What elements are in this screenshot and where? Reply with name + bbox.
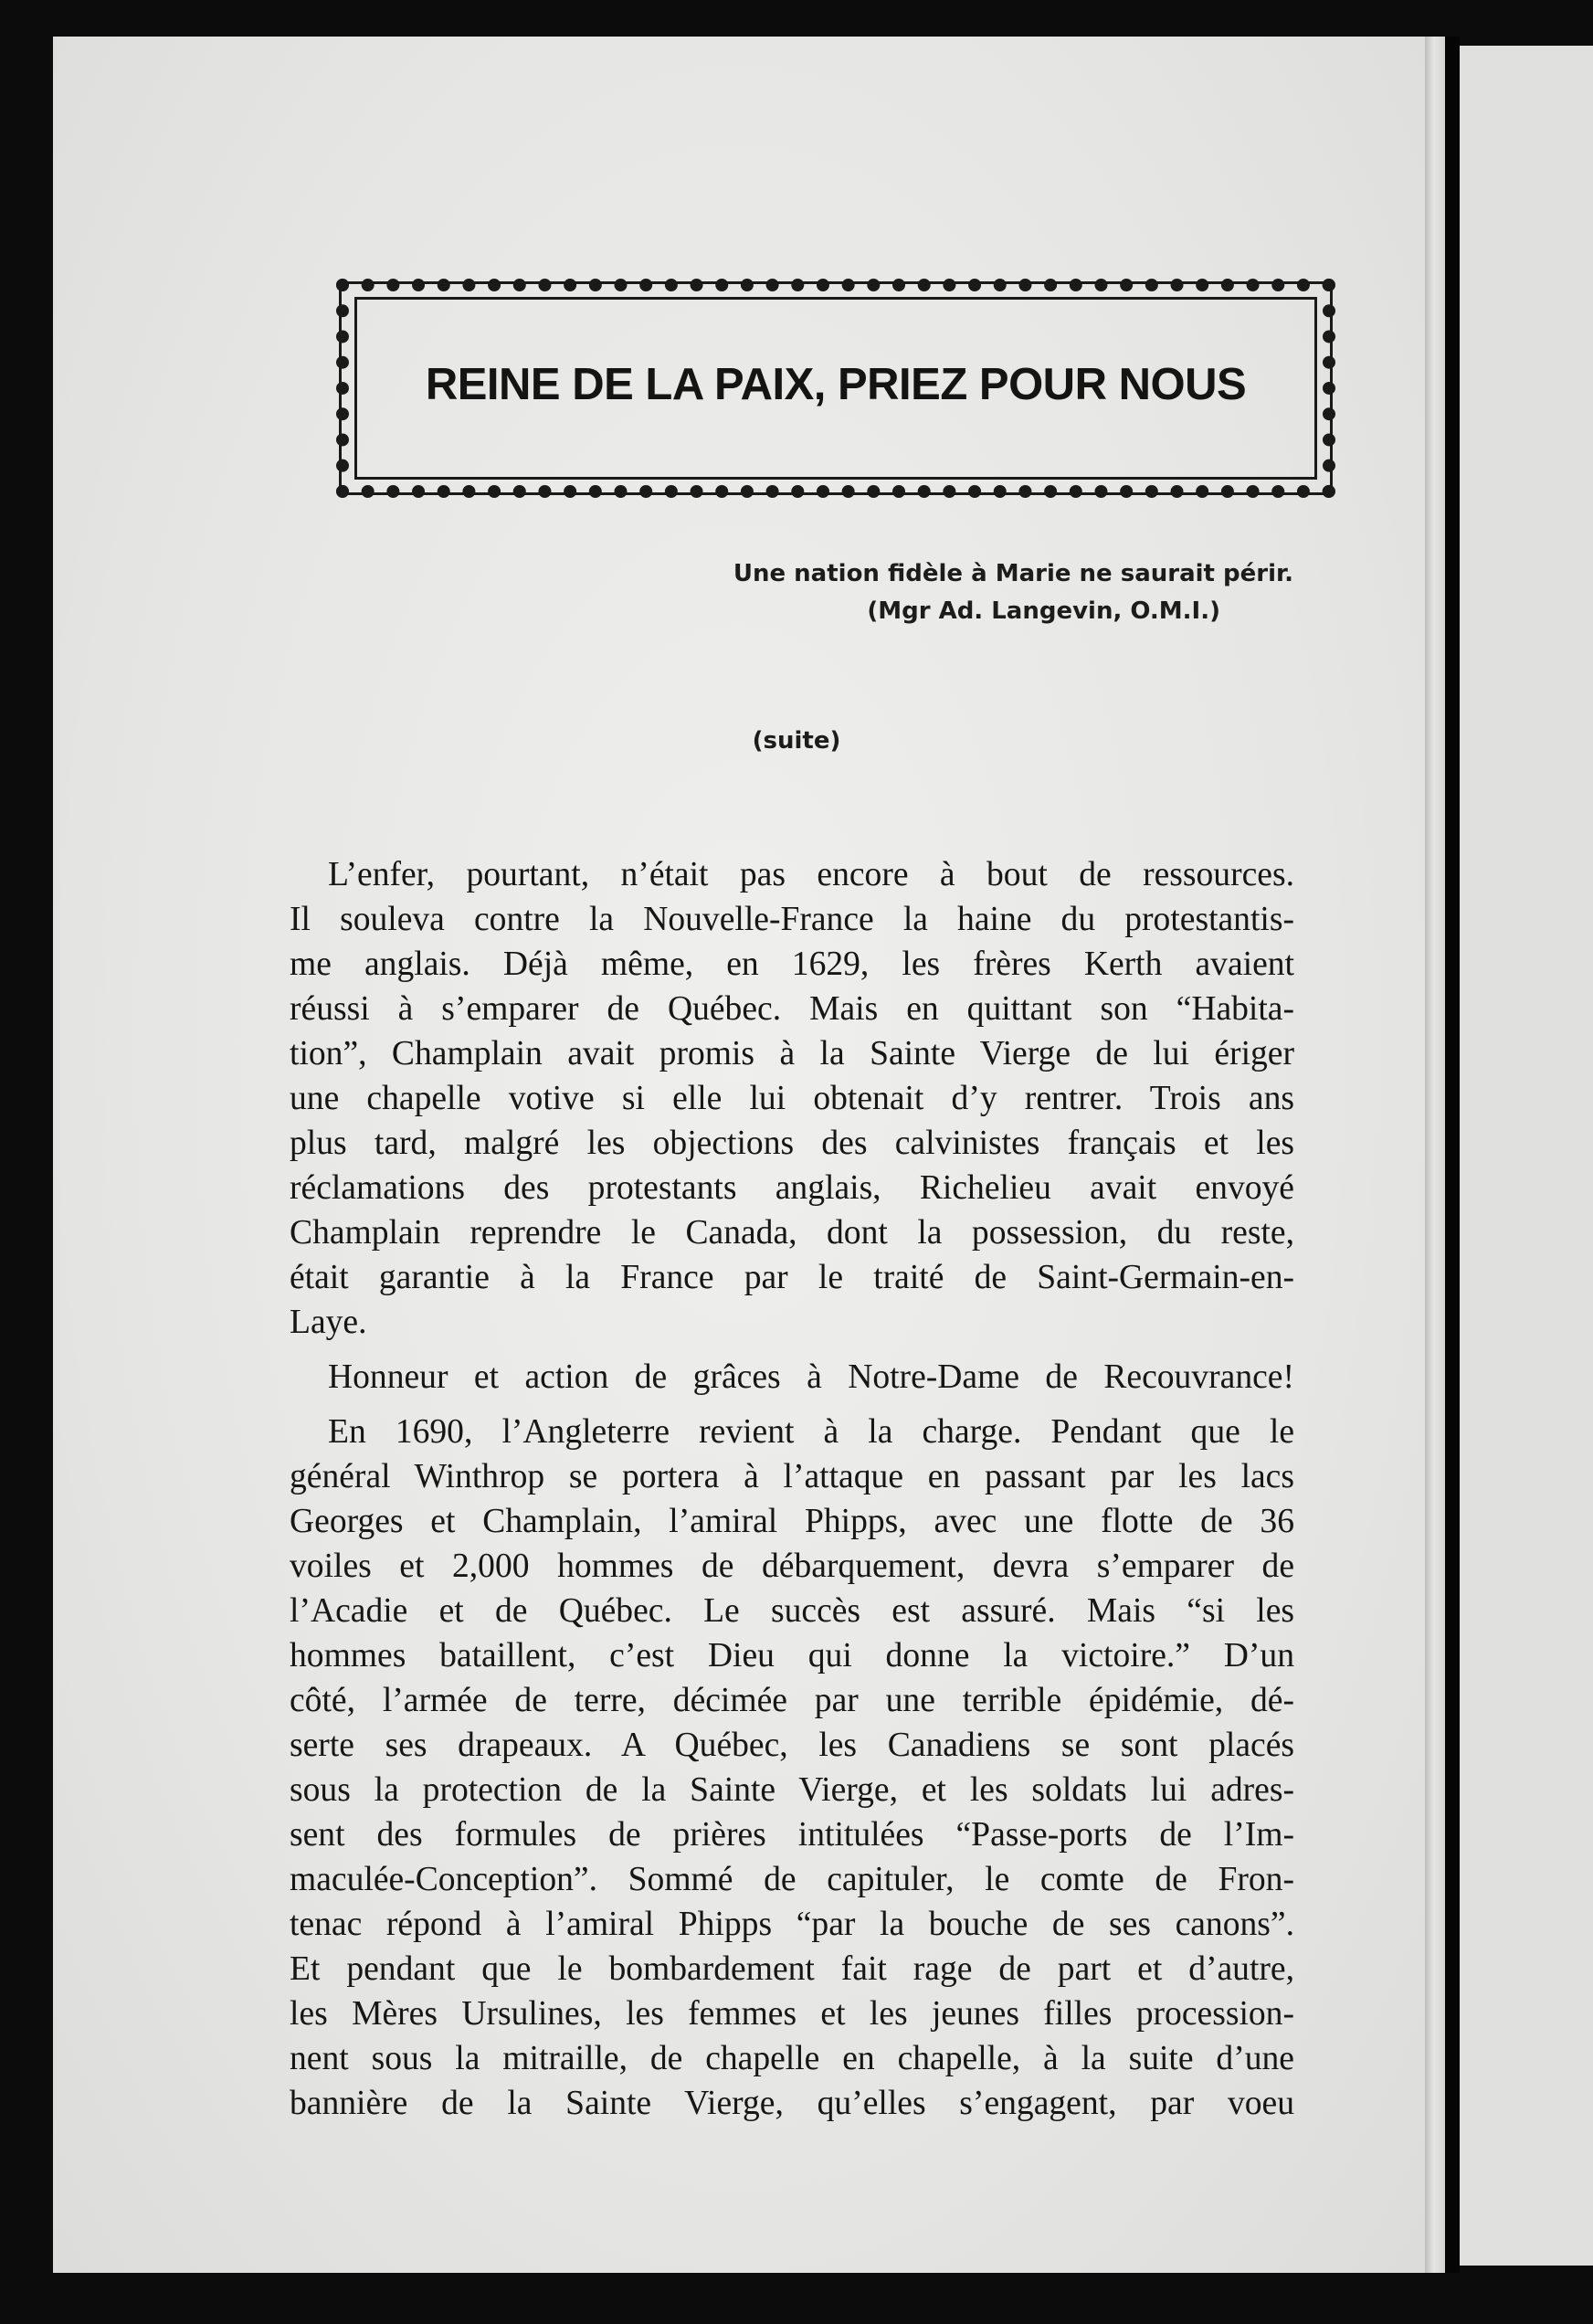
epigraph-quote: Une nation fidèle à Marie ne saurait périr. bbox=[733, 560, 1293, 587]
text-line: voiles et 2,000 hommes de débarquement, devra s’emparer de bbox=[290, 1548, 1294, 1585]
text-line: Georges et Champlain, l’amiral Phipps, avec une flotte de 36 bbox=[290, 1503, 1294, 1540]
text-line: Il souleva contre la Nouvelle-France la haine du protestantis- bbox=[290, 901, 1294, 938]
text-line: bannière de la Sainte Vierge, qu’elles s’engagent, par voeu bbox=[290, 2085, 1294, 2122]
book-gutter bbox=[1445, 37, 1460, 2273]
text-line: tion”, Champlain avait promis à la Sainte Vierge de lui ériger bbox=[290, 1035, 1294, 1072]
text-line: côté, l’armée de terre, décimée par une terrible épidémie, dé- bbox=[290, 1682, 1294, 1719]
text-line: Et pendant que le bombardement fait rage de part et d’autre, bbox=[290, 1950, 1294, 1988]
text-line: réclamations des protestants anglais, Richelieu avait envoyé bbox=[290, 1169, 1294, 1207]
text-line: était garantie à la France par le traité de Saint-Germain-en- bbox=[290, 1259, 1294, 1296]
text-line: sous la protection de la Sainte Vierge, et les soldats lui adres- bbox=[290, 1771, 1294, 1809]
article-body bbox=[290, 852, 1294, 2126]
text-line: hommes bataillent, c’est Dieu qui donne la victoire.” D’un bbox=[290, 1637, 1294, 1674]
text-line: L’enfer, pourtant, n’était pas encore à bout de ressources. bbox=[328, 856, 1294, 893]
text-line: sent des formules de prières intitulées “Passe-ports de l’Im- bbox=[290, 1816, 1294, 1854]
text-line: maculée-Conception”. Sommé de capituler, le comte de Fron- bbox=[290, 1861, 1294, 1898]
text-line: Champlain reprendre le Canada, dont la possession, du reste, bbox=[290, 1214, 1294, 1252]
page-title: REINE DE LA PAIX, PRIEZ POUR NOUS bbox=[425, 360, 1247, 409]
text-line: général Winthrop se portera à l’attaque en passant par les lacs bbox=[290, 1458, 1294, 1495]
text-line: tenac répond à l’amiral Phipps “par la bouche de ses canons”. bbox=[290, 1906, 1294, 1943]
text-line: plus tard, malgré les objections des calvinistes français et les bbox=[290, 1125, 1294, 1162]
text-line: En 1690, l’Angleterre revient à la charge. Pendant que le bbox=[328, 1413, 1294, 1451]
paragraph-3 bbox=[290, 1410, 1294, 2126]
text-line: réussi à s’emparer de Québec. Mais en quittant son “Habita- bbox=[290, 990, 1294, 1028]
continued-label: (suite) bbox=[752, 727, 841, 755]
text-line: Honneur et action de grâces à Notre-Dame de Recouvrance! bbox=[328, 1358, 1294, 1396]
text-line: les Mères Ursulines, les femmes et les jeunes filles procession- bbox=[290, 1995, 1294, 2033]
epigraph bbox=[733, 555, 1293, 630]
next-page-strip bbox=[1460, 46, 1593, 2266]
text-line: l’Acadie et de Québec. Le succès est assuré. Mais “si les bbox=[290, 1592, 1294, 1630]
paragraph-1 bbox=[290, 852, 1294, 1345]
paragraph-2 bbox=[290, 1355, 1294, 1400]
text-line: me anglais. Déjà même, en 1629, les frères Kerth avaient bbox=[290, 945, 1294, 983]
epigraph-attribution: (Mgr Ad. Langevin, O.M.I.) bbox=[867, 597, 1220, 625]
text-line: une chapelle votive si elle lui obtenait d’y rentrer. Trois ans bbox=[290, 1080, 1294, 1117]
page-edge bbox=[1425, 37, 1445, 2273]
text-line: nent sous la mitraille, de chapelle en chapelle, à la suite d’une bbox=[290, 2040, 1294, 2077]
text-line: serte ses drapeaux. A Québec, les Canadiens se sont placés bbox=[290, 1727, 1294, 1764]
title-frame bbox=[336, 279, 1335, 498]
text-line: Laye. bbox=[290, 1304, 367, 1341]
